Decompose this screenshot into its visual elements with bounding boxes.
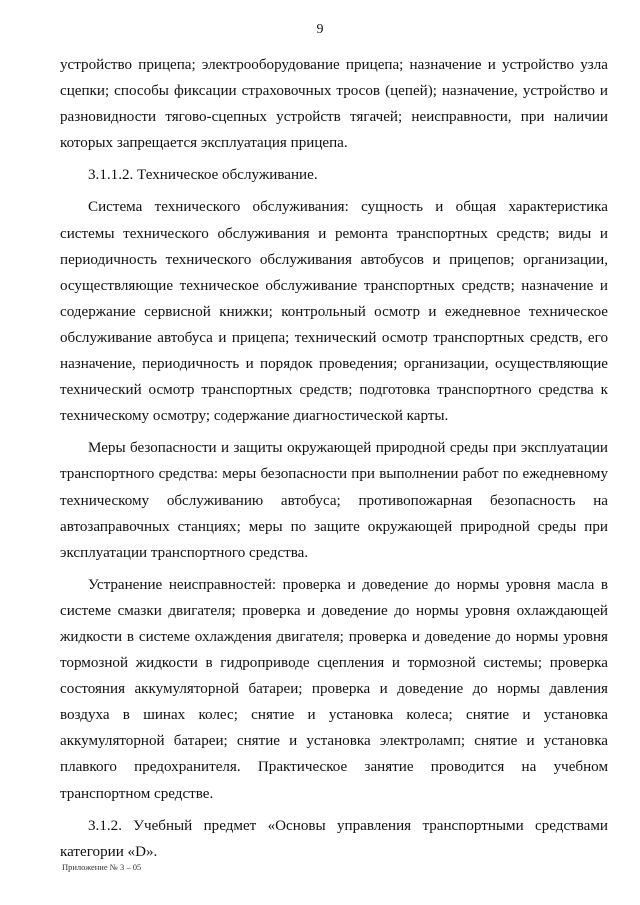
section-heading-control-basics: 3.1.2. Учебный предмет «Основы управления транспортными средствами категории «D». bbox=[60, 817, 608, 860]
page-number: 9 bbox=[316, 22, 324, 37]
paragraph-safety-measures: Меры безопасности и защиты окружающей природной среды при эксплуатации транспортного средства: меры безопасности при выполнении работ по ежедневному техническому обслуживанию автобуса; противопожарная безопасность на автозаправочных станциях; меры по защите окружающей природной среды при эксплуатации транспортного средства. bbox=[60, 440, 608, 561]
document-body bbox=[60, 52, 608, 865]
paragraph-troubleshooting: Устранение неисправностей: проверка и доведение до нормы уровня масла в системе смазки двигателя; проверка и доведение до нормы уровня охлаждающей жидкости в системе охлаждения двигателя; проверка и доведение до нормы уровня тормозной жидкости в гидроприводе сцепления и тормозной системы; проверка состояния аккумуляторной батареи; проверка и доведение до нормы давления воздуха в шинах колес; снятие и установка колеса; снятие и установка аккумуляторной батареи; снятие и установка электроламп; снятие и установка плавкого предохранителя. Практическое занятие проводится на учебном транспортном средстве. bbox=[60, 576, 608, 802]
footer-note: Приложение № 3 – 05 bbox=[62, 862, 142, 872]
paragraph-trailer-continuation: устройство прицепа; электрооборудование прицепа; назначение и устройство узла сцепки; способы фиксации страховочных тросов (цепей); назначение, устройство и разновидности тягово-сцепных устройств тягачей; неисправности, при наличии которых запрещается эксплуатация прицепа. bbox=[60, 57, 608, 152]
paragraph-maintenance-system: Система технического обслуживания: сущность и общая характеристика системы технического обслуживания и ремонта транспортных средств; виды и периодичность технического обслуживания автобусов и прицепов; организации, осуществляющие техническое обслуживание транспортных средств; назначение и содержание сервисной книжки; контрольный осмотр и ежедневное техническое обслуживание автобуса и прицепа; технический осмотр транспортных средств, его назначение, периодичность и порядок проведения; организации, осуществляющие технический осмотр транспортных средств; подготовка транспортного средства к техническому осмотру; содержание диагностической карты. bbox=[60, 199, 608, 425]
section-heading-maintenance: 3.1.1.2. Техническое обслуживание. bbox=[88, 167, 318, 184]
